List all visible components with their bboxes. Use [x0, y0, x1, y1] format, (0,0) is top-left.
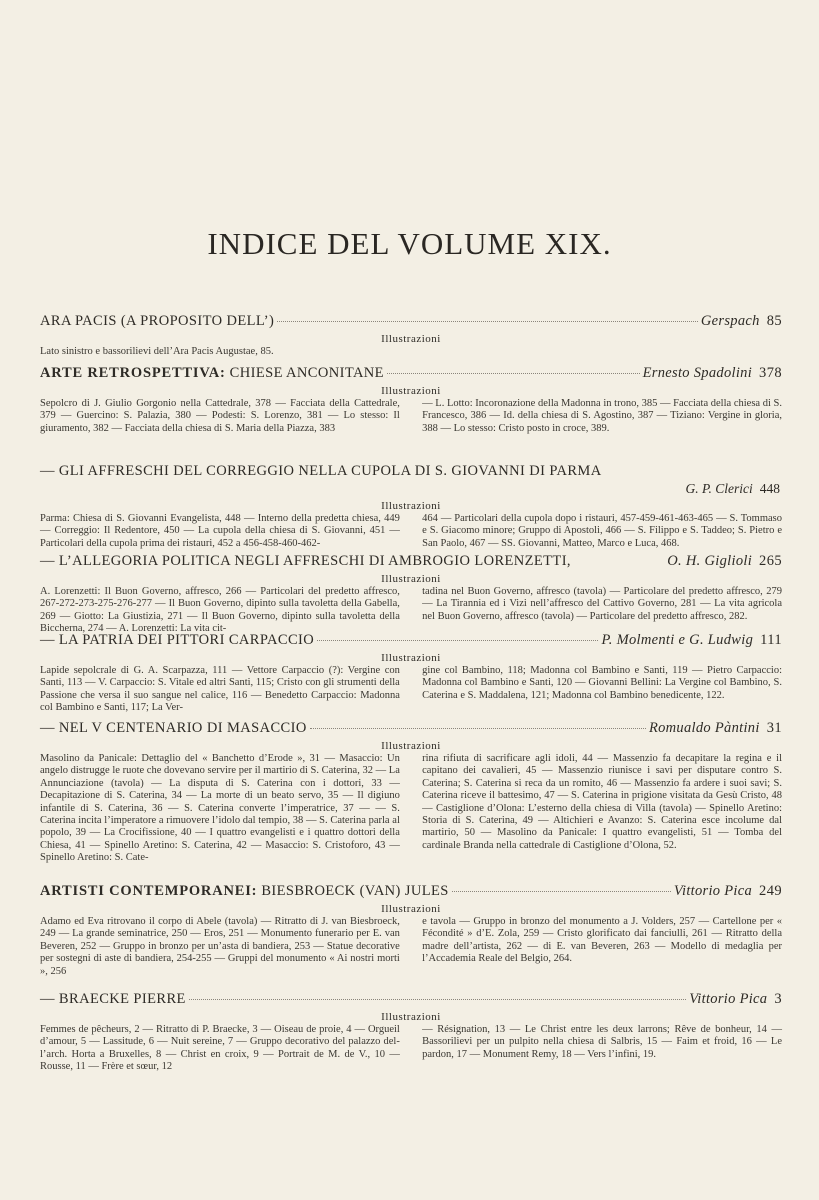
- illustrations-columns: [40, 665, 782, 715]
- illustrations-col-left: Femmes de pêcheurs, 2 — Ritratto di P. Braecke, 3 — Oiseau de proie, 4 — Orgueil d’amour, 5 — Lassitude, 6 — Nuit sereine, 7 — Gruppo decorativo del palazzo del-l’arch. Horta a Bruxelles, 8 — Christ en croix, 9 — Portrait de M. de V., 10 — Rousse, 11 — Frère et sœur, 12: [40, 1024, 400, 1073]
- illustrations-col-right: — Résignation, 13 — Le Christ entre les deux larrons; Rêve de bonheur, 14 — Bassorilievi per un pulpito nella chiesa di Salbris, 15 — Faim et froid, 16 — Le pardon, 17 — Monument Remy, 18 — Vers l’infini, 19.: [422, 1024, 782, 1060]
- entry-header: [40, 631, 782, 649]
- illustrations-label: Illustrazioni: [381, 573, 441, 585]
- entry-author: P. Molmenti e G. Ludwig: [601, 632, 754, 648]
- entry-title: ARTISTI CONTEMPORANEI: BIESBROECK (VAN) JULES: [40, 883, 449, 899]
- entry-page: 3: [774, 991, 782, 1007]
- entry-title: ARTE RETROSPETTIVA: CHIESE ANCONITANE: [40, 365, 384, 381]
- illustrations-col-left: Masolino da Panicale: Dettaglio del « Banchetto d’Erode », 31 — Masaccio: Un angelo distrugge le ruote che dovevano servire per il martirio di S. Caterina, 32 — La Annunciazione (tavola) — La disputa di S. Caterina con i dottori, 33 — Decapitazione di S. Caterina, 34 — La morte di un beato servo, 35 — Il digiuno infantile di S. Caterina, 36 — S. Caterina converte l’imperatrice, 37 — — S. Caterina incita l’imperatore a rimuovere l’idolo dal tempio, 38 — S. Caterina parla al popolo, 39 — La Crocifissione, 40 — I quattro evangelisti e i quattro dottori della Chiesa, 41 — Spinello Aretino: S. Caterina, 42 — Masaccio: S. Cristoforo, 43 — Spinello Aretino: S. Cate-: [40, 753, 400, 864]
- illustrations-label: Illustrazioni: [381, 652, 441, 664]
- entry-header: [40, 882, 782, 900]
- entry-author: Ernesto Spadolini: [642, 365, 753, 381]
- entry-author: Vittorio Pica: [689, 991, 768, 1007]
- entry-header: [40, 719, 782, 737]
- index-entry-chiese-anconitane: [40, 364, 782, 435]
- illustrations-columns: [40, 513, 782, 550]
- entry-page: 31: [766, 720, 782, 736]
- illustrations-columns: [40, 586, 782, 636]
- entry-header: [40, 462, 782, 480]
- entry-header: [40, 312, 782, 330]
- dotted-leader: [452, 891, 671, 892]
- page-title: INDICE DEL VOLUME XIX.: [207, 225, 612, 261]
- illustrations-label: Illustrazioni: [381, 333, 441, 345]
- dotted-leader: [317, 640, 598, 641]
- entry-author: Vittorio Pica: [673, 883, 753, 899]
- illustrations-text: Lato sinistro e bassorilievi dell’Ara Pacis Augustae, 85.: [40, 346, 274, 357]
- section-title: ARTISTI CONTEMPORANEI:: [40, 883, 258, 899]
- dotted-leader: [189, 999, 686, 1000]
- illustrations-col-left: Sepolcro di J. Giulio Gorgonio nella Cattedrale, 378 — Facciata della Cattedrale, 379 — Guercino: S. Palazia, 380 — Podesti: S. Lorenzo, 381 — Lo stesso: Il giuramento, 382 — Facciata della chiesa di S. Maria della Piazza, 383: [40, 398, 400, 434]
- index-entry-lorenzetti: [40, 552, 782, 636]
- illustrations-col-left: Lapide sepolcrale di G. A. Scarpazza, 111 — Vettore Carpaccio (?): Vergine con Santi, 113 — V. Carpaccio: S. Vitale ed altri Santi, 115; Cristo con gli strumenti della Passione che versa il suo sangue nel calice, 116 — Benedetto Carpaccio: Madonna col Bambino e Santi, 117; La Ver-: [40, 665, 400, 714]
- index-entry-correggio: [40, 462, 782, 550]
- illustrations-col-right: tadina nel Buon Governo, affresco (tavola) — Particolare del predetto affresco, 279 — La Tirannia ed i Vizi nell’affresco del Cattivo Governo, 281 — La vita agricola nel Buon Governo, affresco (tavola) — Particolare del predetto affresco, 282.: [422, 586, 782, 622]
- index-entry-masaccio: [40, 719, 782, 865]
- section-title: ARTE RETROSPETTIVA:: [40, 365, 226, 381]
- entry-page: 111: [760, 632, 782, 648]
- illustrations-label: Illustrazioni: [381, 903, 441, 915]
- entry-author: Romualdo Pàntini: [648, 720, 760, 736]
- illustrations-columns: [40, 916, 782, 978]
- entry-page: 378: [759, 365, 782, 381]
- illustrations-columns: [40, 1024, 782, 1074]
- illustrations-col-right: — L. Lotto: Incoronazione della Madonna in trono, 385 — Facciata della chiesa di S. Francesco, 386 — Id. della chiesa di S. Agostino, 387 — Tiziano: Vergine in gloria, 388 — Lo stesso: Cristo posto in croce, 389.: [422, 398, 782, 434]
- index-entry-ara-pacis: [40, 312, 782, 358]
- entry-author: O. H. Giglioli: [667, 553, 753, 569]
- entry-page: 249: [759, 883, 782, 899]
- illustrations-col-left: Parma: Chiesa di S. Giovanni Evangelista, 448 — Interno della predetta chiesa, 449 — Correggio: Il Redentore, 450 — La cupola della chiesa di S. Giovanni, 451 — Particolari della cupola prima dei ristauri, 452 a 456-458-460-462-: [40, 513, 400, 549]
- entry-author-line: [40, 480, 782, 497]
- entry-author: Gerspach: [700, 313, 760, 329]
- entry-title: — L’ALLEGORIA POLITICA NEGLI AFFRESCHI DI AMBROGIO LORENZETTI,: [40, 553, 571, 569]
- illustrations-col-right: rina rifiuta di sacrificare agli idoli, 44 — Massenzio fa decapitare la regina e il capitano dei cavalieri, 45 — Massenzio riunisce i savi per disputare contro S. Caterina; S. Caterina si reca da un romito, 46 — Massenzio fa ardere i suoi savi; S. Caterina riceve il battesimo, 47 — S. Caterina in prigione visitata da Gesù Cristo, 48 — Castiglione d’Olona: L’esterno della chiesa di Villa (tavola) — Spinello Aretino: Storia di S. Caterina, 49 — Altichieri e Avanzo: S. Caterina esce incolume dal martirio, 50 — Masolino da Panicale: I quattro evangelisti, 51 — Tomba del cardinale Branda nella cattedrale di Castiglione d’Olona, 52.: [422, 753, 782, 851]
- illustrations-col-right: 464 — Particolari della cupola dopo i ristauri, 457-459-461-463-465 — S. Tommaso e S. Giacomo minore; Gruppo di Apostoli, 466 — S. Filippo e S. Taddeo; S. Pietro e San Paolo, 467 — SS. Giovanni, Matteo, Marco e Luca, 468.: [422, 513, 782, 549]
- illustrations-label: Illustrazioni: [381, 1011, 441, 1023]
- illustrations-col-left: Adamo ed Eva ritrovano il corpo di Abele (tavola) — Ritratto di J. van Biesbroeck, 249 — La grande seminatrice, 250 — Eros, 251 — Monumento funerario per E. van Beveren, 252 — Gruppo in bronzo per un’asta di bandiera, 253 — Statue decorative per sostegni di aste di bandiera, 254-255 — Gruppi del monumento « Ai nostri morti », 256: [40, 916, 400, 977]
- dotted-leader: [387, 373, 640, 374]
- dotted-leader: [310, 728, 646, 729]
- entry-title: — GLI AFFRESCHI DEL CORREGGIO NELLA CUPOLA DI S. GIOVANNI DI PARMA: [40, 463, 602, 479]
- entry-title: — NEL V CENTENARIO DI MASACCIO: [40, 720, 307, 736]
- illustrations-col-right: gine col Bambino, 118; Madonna col Bambino e Santi, 119 — Pietro Carpaccio: Madonna col Bambino e Santi, 120 — Giovanni Bellini: La Vergine col Bambino, S. Caterina e S. Maddalena, 121; Madonna col Bambino benedicente, 122.: [422, 665, 782, 701]
- entry-header: [40, 990, 782, 1008]
- entry-title: ARA PACIS (A PROPOSITO DELL’): [40, 313, 275, 329]
- index-entry-braecke: [40, 990, 782, 1074]
- index-entry-carpaccio: [40, 631, 782, 715]
- illustrations-col-left: A. Lorenzetti: Il Buon Governo, affresco, 266 — Particolari del predetto affresco, 267-272-273-275-276-277 — Il Buon Governo, dipinto sulla tavoletta della Gabella, 269 — Giotto: La Giustizia, 271 — Il Buon Governo, dipinto sulla tavoletta della Biccherna, 274 — A. Lorenzetti: La vita cit-: [40, 586, 400, 635]
- entry-page: 85: [766, 313, 782, 329]
- entry-header: [40, 364, 782, 382]
- illustrations-columns: [40, 753, 782, 865]
- dotted-leader: [277, 321, 698, 322]
- illustrations-label: Illustrazioni: [381, 740, 441, 752]
- entry-title: — LA PATRIA DEI PITTORI CARPACCIO: [40, 632, 315, 648]
- entry-author: G. P. Clerici: [685, 481, 753, 496]
- illustrations-label: Illustrazioni: [381, 500, 441, 512]
- illustrations-label: Illustrazioni: [381, 385, 441, 397]
- entry-title: — BRAECKE PIERRE: [40, 991, 186, 1007]
- entry-header: [40, 552, 782, 570]
- illustrations-col-right: e tavola — Gruppo in bronzo del monumento a J. Volders, 257 — Cartellone per « Fécondité » d’E. Zola, 259 — Cristo glorificato dai fanciulli, 261 — Ritratto della madre dell’artista, 262 — di E. van Beveren, 263 — Modello di medaglia per l’Accademia Reale del Belgio, 264.: [422, 916, 782, 965]
- index-entry-biesbroeck: [40, 882, 782, 978]
- illustrations-columns: [40, 398, 782, 435]
- entry-page: 265: [759, 553, 782, 569]
- entry-page: 448: [759, 481, 780, 496]
